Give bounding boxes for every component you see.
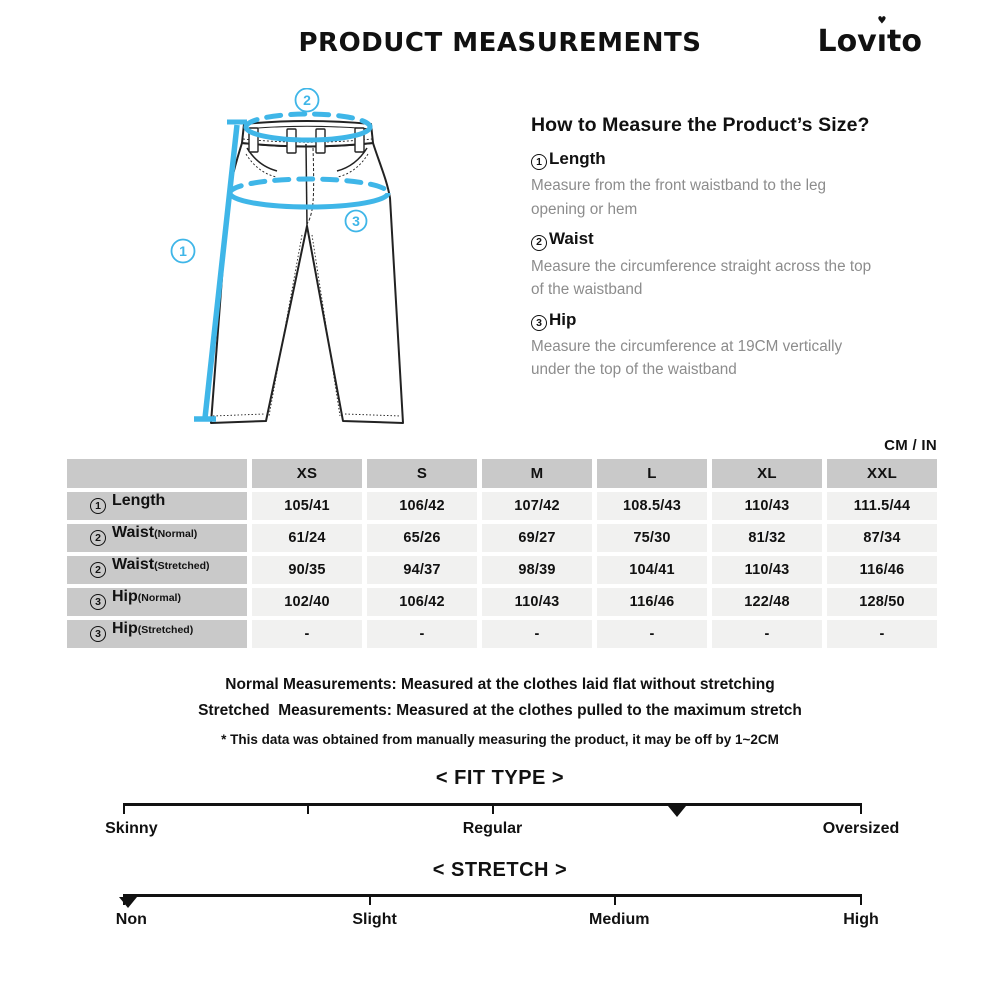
size-column-header: S [367,459,477,488]
row-label-text: Hip [112,588,138,605]
row-label-text: Waist [112,524,155,541]
fly-center-line [306,144,307,226]
fit-type-scale-labels [105,820,900,840]
circled-number-icon: 2 [531,235,547,251]
stretch-label-high: High [843,911,879,928]
fit-type-scale-track [124,803,861,819]
table-cell: 105/41 [252,492,362,520]
note-disclaimer: * This data was obtained from manually measuring the product, it may be off by 1~2CM [221,732,779,747]
circled-number-icon: 2 [90,530,106,546]
table-cell: - [597,620,707,648]
row-label-text: Hip [112,620,138,637]
circled-number-icon: 1 [531,154,547,170]
table-cell: 106/42 [367,492,477,520]
table-cell: - [367,620,477,648]
table-cell: 75/30 [597,524,707,552]
measure-item-title [531,149,883,169]
scale-tick [860,803,862,814]
row-label-sub: (Normal) [137,592,181,604]
row-label-hip-normal [67,588,247,616]
stretch-scale-title: < STRETCH > [432,859,568,881]
heart-icon: ♥ [877,14,887,26]
table-cell: 110/43 [482,588,592,616]
row-label-sub: (Stretched) [137,624,194,636]
scale-tick [614,894,616,905]
measure-item-title [531,229,883,249]
size-table [67,459,937,648]
table-cell: 110/43 [712,492,822,520]
measure-item-length [531,149,883,221]
callout-number-3: 3 [352,213,360,229]
scale-tick [369,894,371,905]
table-cell: 69/27 [482,524,592,552]
measure-item-title [531,310,883,330]
circled-number-icon: 3 [90,594,106,610]
measure-item-hip [531,310,883,382]
table-cell: 108.5/43 [597,492,707,520]
stretch-label-medium: Medium [589,911,650,928]
row-label-text: Waist [112,556,155,573]
measure-item-description: Measure the circumference straight across the top of the waistband [531,257,872,298]
logo-i-stem: ı [876,24,888,59]
table-cell: 116/46 [597,588,707,616]
how-to-measure-heading: How to Measure the Product’s Size? [531,114,870,136]
size-column-header: M [482,459,592,488]
pants-measurement-diagram [140,88,490,438]
logo-text: to [887,24,922,59]
callout-number-1: 1 [179,243,187,259]
notes-section [0,672,1000,747]
size-column-header: XS [252,459,362,488]
row-label-sub: (Stretched) [154,560,210,572]
scale-tick [123,803,125,814]
lovito-logo [817,14,922,59]
fit-type-scale-title: < FIT TYPE > [435,767,565,789]
size-column-header: L [597,459,707,488]
stretch-label-slight: Slight [352,911,397,928]
measure-item-waist [531,229,883,301]
stretch-scale-labels [115,911,879,931]
measure-item-description: Measure from the front waistband to the leg opening or hem [531,177,827,218]
table-cell: 90/35 [252,556,362,584]
logo-text: Lov [817,24,877,59]
unit-label: CM / IN [884,437,937,454]
row-label-length [67,492,247,520]
table-cell: 111.5/44 [827,492,937,520]
how-to-measure-section [531,114,883,382]
measure-item-title-text: Waist [549,229,594,249]
note-normal: Normal Measurements: Measured at the clothes laid flat without stretching [225,676,775,693]
table-cell: 107/42 [482,492,592,520]
circled-number-icon: 3 [531,315,547,331]
callout-number-2: 2 [303,92,311,108]
scale-line [124,894,861,897]
stretch-scale-track [124,894,861,910]
fit-label-regular: Regular [462,820,523,837]
table-corner-cell [67,459,247,488]
circled-number-icon: 2 [90,562,106,578]
table-cell: - [712,620,822,648]
stretch-marker-triangle-icon [119,897,137,908]
table-cell: 65/26 [367,524,477,552]
table-cell: 94/37 [367,556,477,584]
page-title: PRODUCT MEASUREMENTS [298,28,702,58]
size-column-header: XXL [827,459,937,488]
circled-number-icon: 3 [90,626,106,642]
measure-item-title-text: Length [549,149,606,168]
row-label-sub: (Normal) [154,528,198,540]
row-label-waist-stretched [67,556,247,584]
table-cell: 81/32 [712,524,822,552]
table-cell: 106/42 [367,588,477,616]
table-cell: 110/43 [712,556,822,584]
scale-tick [492,803,494,814]
logo-letter-i [876,14,888,59]
fit-label-skinny: Skinny [105,820,158,837]
circled-number-icon: 1 [90,498,106,514]
table-cell: 102/40 [252,588,362,616]
table-cell: - [252,620,362,648]
table-cell: 61/24 [252,524,362,552]
table-cell: 98/39 [482,556,592,584]
table-cell: 116/46 [827,556,937,584]
scale-tick [307,803,309,814]
row-label-waist-normal [67,524,247,552]
scale-tick [860,894,862,905]
table-cell: 122/48 [712,588,822,616]
size-column-header: XL [712,459,822,488]
table-cell: - [827,620,937,648]
table-cell: - [482,620,592,648]
table-cell: 87/34 [827,524,937,552]
measure-item-description: Measure the circumference at 19CM vertically under the top of the waistband [531,337,843,379]
measure-item-title-text: Hip [549,309,577,329]
note-stretched: Stretched Measurements: Measured at the clothes pulled to the maximum stretch [198,701,802,719]
row-label-text: Length [112,492,166,509]
pants-sketch [211,121,403,423]
fit-type-marker-triangle-icon [668,806,686,817]
fit-label-oversized: Oversized [822,820,900,837]
table-cell: 104/41 [597,556,707,584]
table-cell: 128/50 [827,588,937,616]
row-label-hip-stretched [67,620,247,648]
stretch-label-non: Non [115,911,147,928]
